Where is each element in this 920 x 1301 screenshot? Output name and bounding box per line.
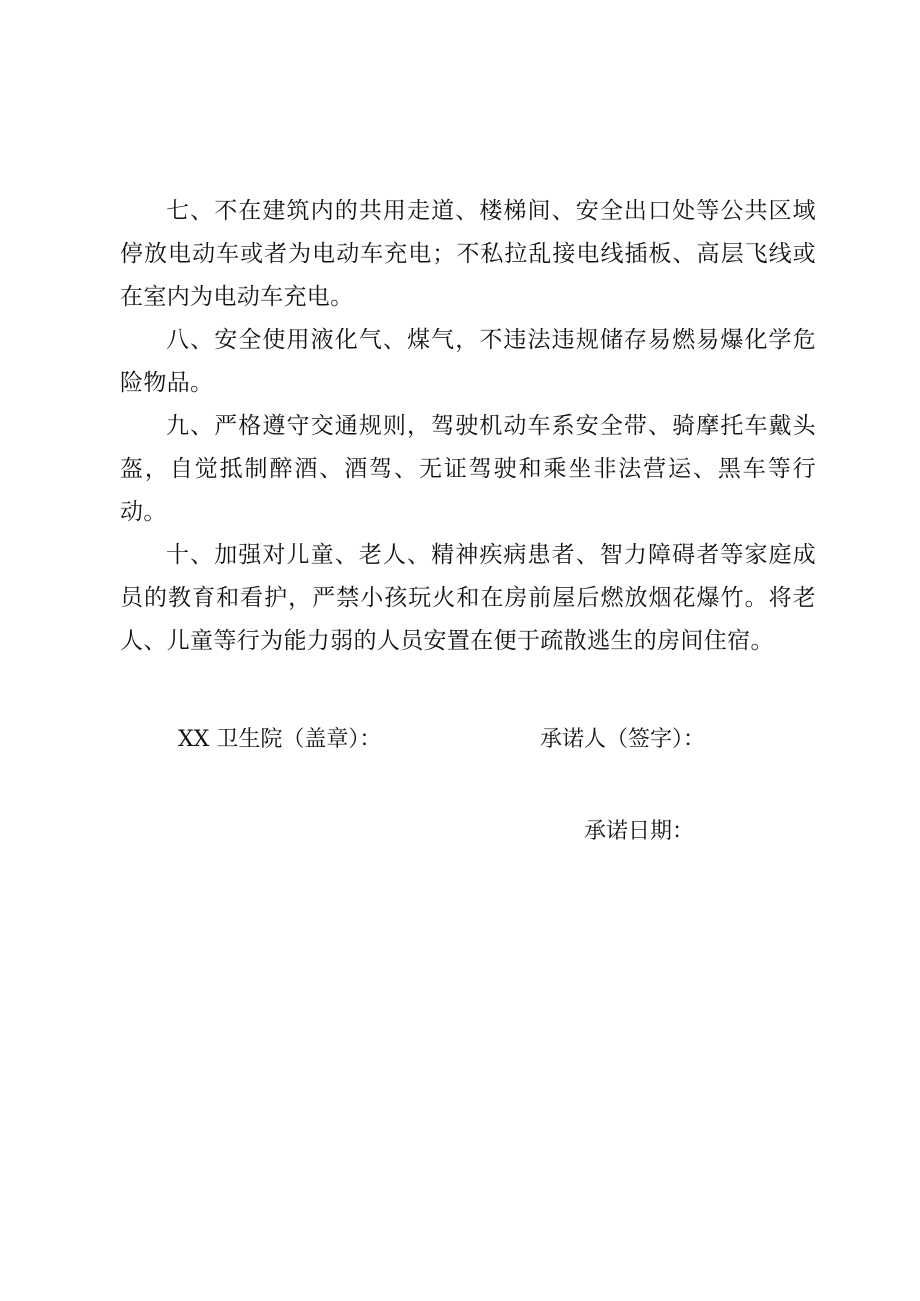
commitment-body <box>120 190 816 663</box>
clause-9: 九、严格遵守交通规则，驾驶机动车系安全带、骑摩托车戴头盔，自觉抵制醉酒、酒驾、无证驾驶和乘坐非法营运、黑车等行动。 <box>120 413 816 525</box>
commitment-date-label: 承诺日期： <box>584 819 695 844</box>
hospital-seal-label: XX 卫生院（盖章）： <box>178 727 382 752</box>
clause-7: 七、不在建筑内的共用走道、楼梯间、安全出口处等公共区域停放电动车或者为电动车充电；不私拉乱接电线插板、高层飞线或在室内为电动车充电。 <box>120 198 816 310</box>
promisor-signature-label: 承诺人（签字）： <box>540 727 706 752</box>
clause-8: 八、安全使用液化气、煤气，不违法违规储存易燃易爆化学危险物品。 <box>120 327 816 396</box>
clause-10: 十、加强对儿童、老人、精神疾病患者、智力障碍者等家庭成员的教育和看护，严禁小孩玩火和在房前屋后燃放烟花爆竹。将老人、儿童等行为能力弱的人员安置在便于疏散逃生的房间住宿。 <box>120 542 816 654</box>
